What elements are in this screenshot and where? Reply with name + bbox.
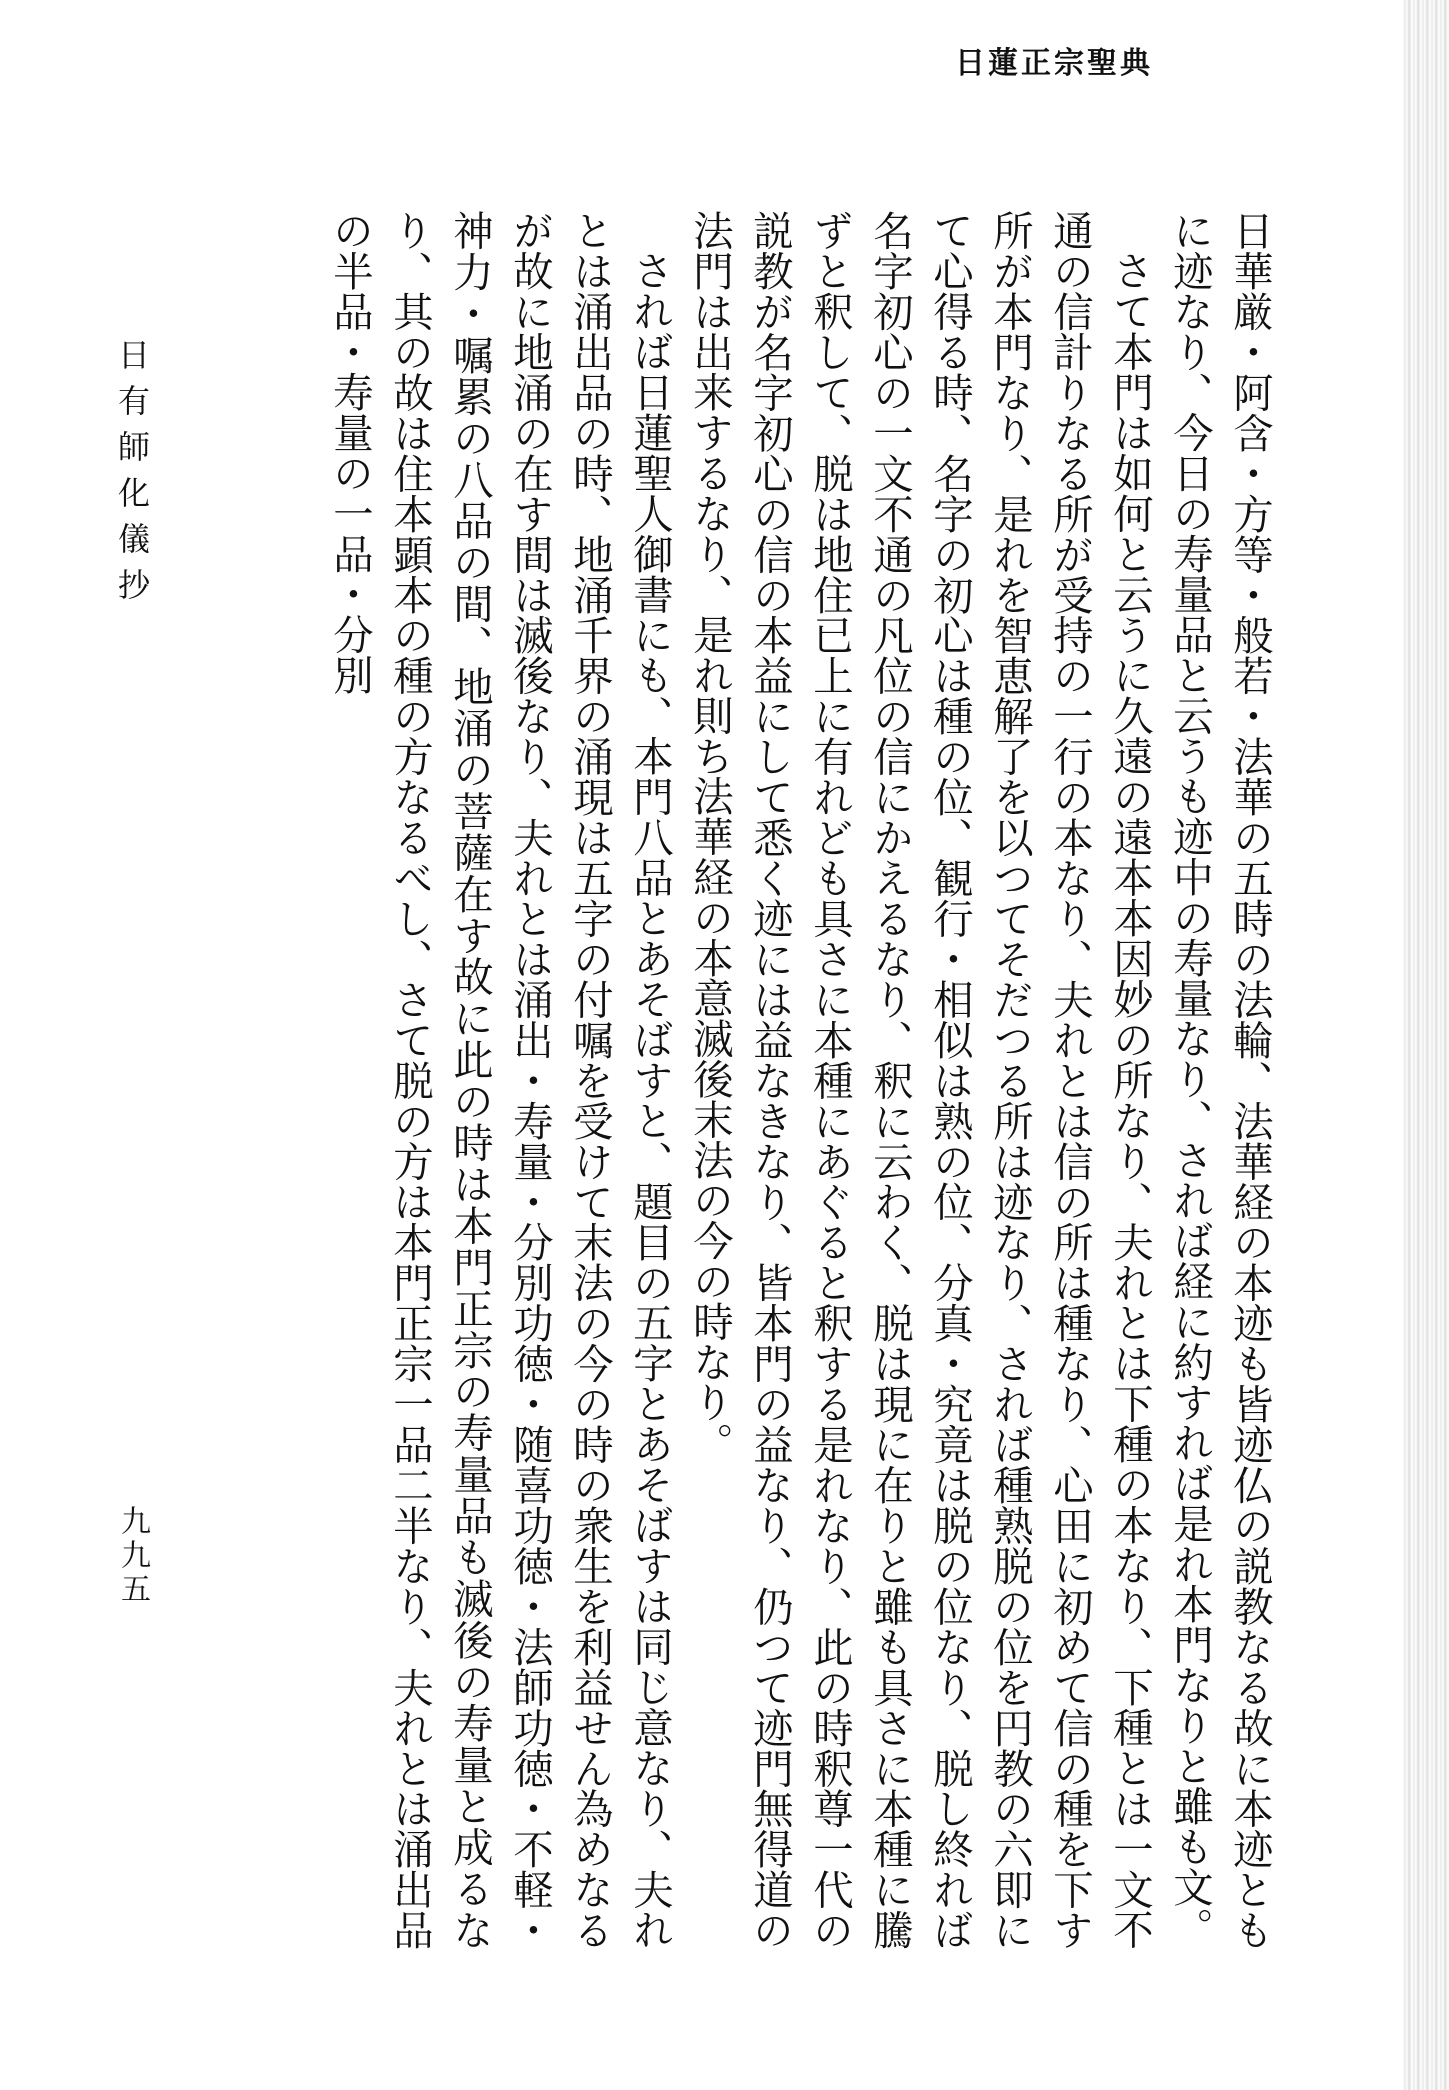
- footer-title: 日有師化儀抄: [113, 338, 151, 614]
- paragraph-3: されば日蓮聖人御書にも、本門八品とあそばすと、題目の五字とあそばすは同じ意なり、夫れとは涌出品の時、地涌千界の涌現は五字の付嘱を受けて末法の今の時の衆生を利益せん為めなるが故に地涌の在す間は滅後なり、夫れとは涌出・寿量・分別功徳・随喜功徳・法師功徳・不軽・神力・嘱累の八品の間、地涌の菩薩在す故に此の時は本門正宗の寿量品も滅後の寿量と成るなり、其の故は住本顕本の種の方なるべし、さて脱の方は本門正宗一品二半なり、夫れとは涌出品の半品・寿量の一品・分別: [326, 210, 674, 1950]
- page-number: 九九五: [115, 1505, 150, 1607]
- running-head: 日蓮正宗聖典: [955, 46, 1153, 81]
- paragraph-2: さて本門は如何と云うに久遠の遠本本因妙の所なり、夫れとは下種の本なり、下種とは一文不通の信計りなる所が受持の一行の本なり、夫れとは信の所は種なり、心田に初めて信の種を下す所が本門なり、是れを智恵解了を以つてそだつる所は迹なり、されば種熟脱の位を円教の六即にて心得る時、名字の初心は種の位、観行・相似は熟の位、分真・究竟は脱の位なり、脱し終れば名字初心の一文不通の凡位の信にかえるなり、釈に云わく、脱は現に在りと雖も具さに本種に騰ずと釈して、脱は地住已上に有れども具さに本種にあぐると釈する是れなり、此の時釈尊一代の説教が名字初心の信の本益にして悉く迹には益なきなり、皆本門の益なり、仍つて迹門無得道の法門は出来するなり、是れ則ち法華経の本意滅後末法の今の時なり。: [686, 210, 1154, 1950]
- page-edge-shadow: [1403, 0, 1449, 2090]
- body-text: [190, 210, 1280, 1950]
- paragraph-1: 日華厳・阿含・方等・般若・法華の五時の法輪、法華経の本迹も皆迹仏の説教なる故に本迹ともに迹なり、今日の寿量品と云うも迹中の寿量なり、されば経に約すれば是れ本門なりと雖も文。: [1166, 210, 1274, 1950]
